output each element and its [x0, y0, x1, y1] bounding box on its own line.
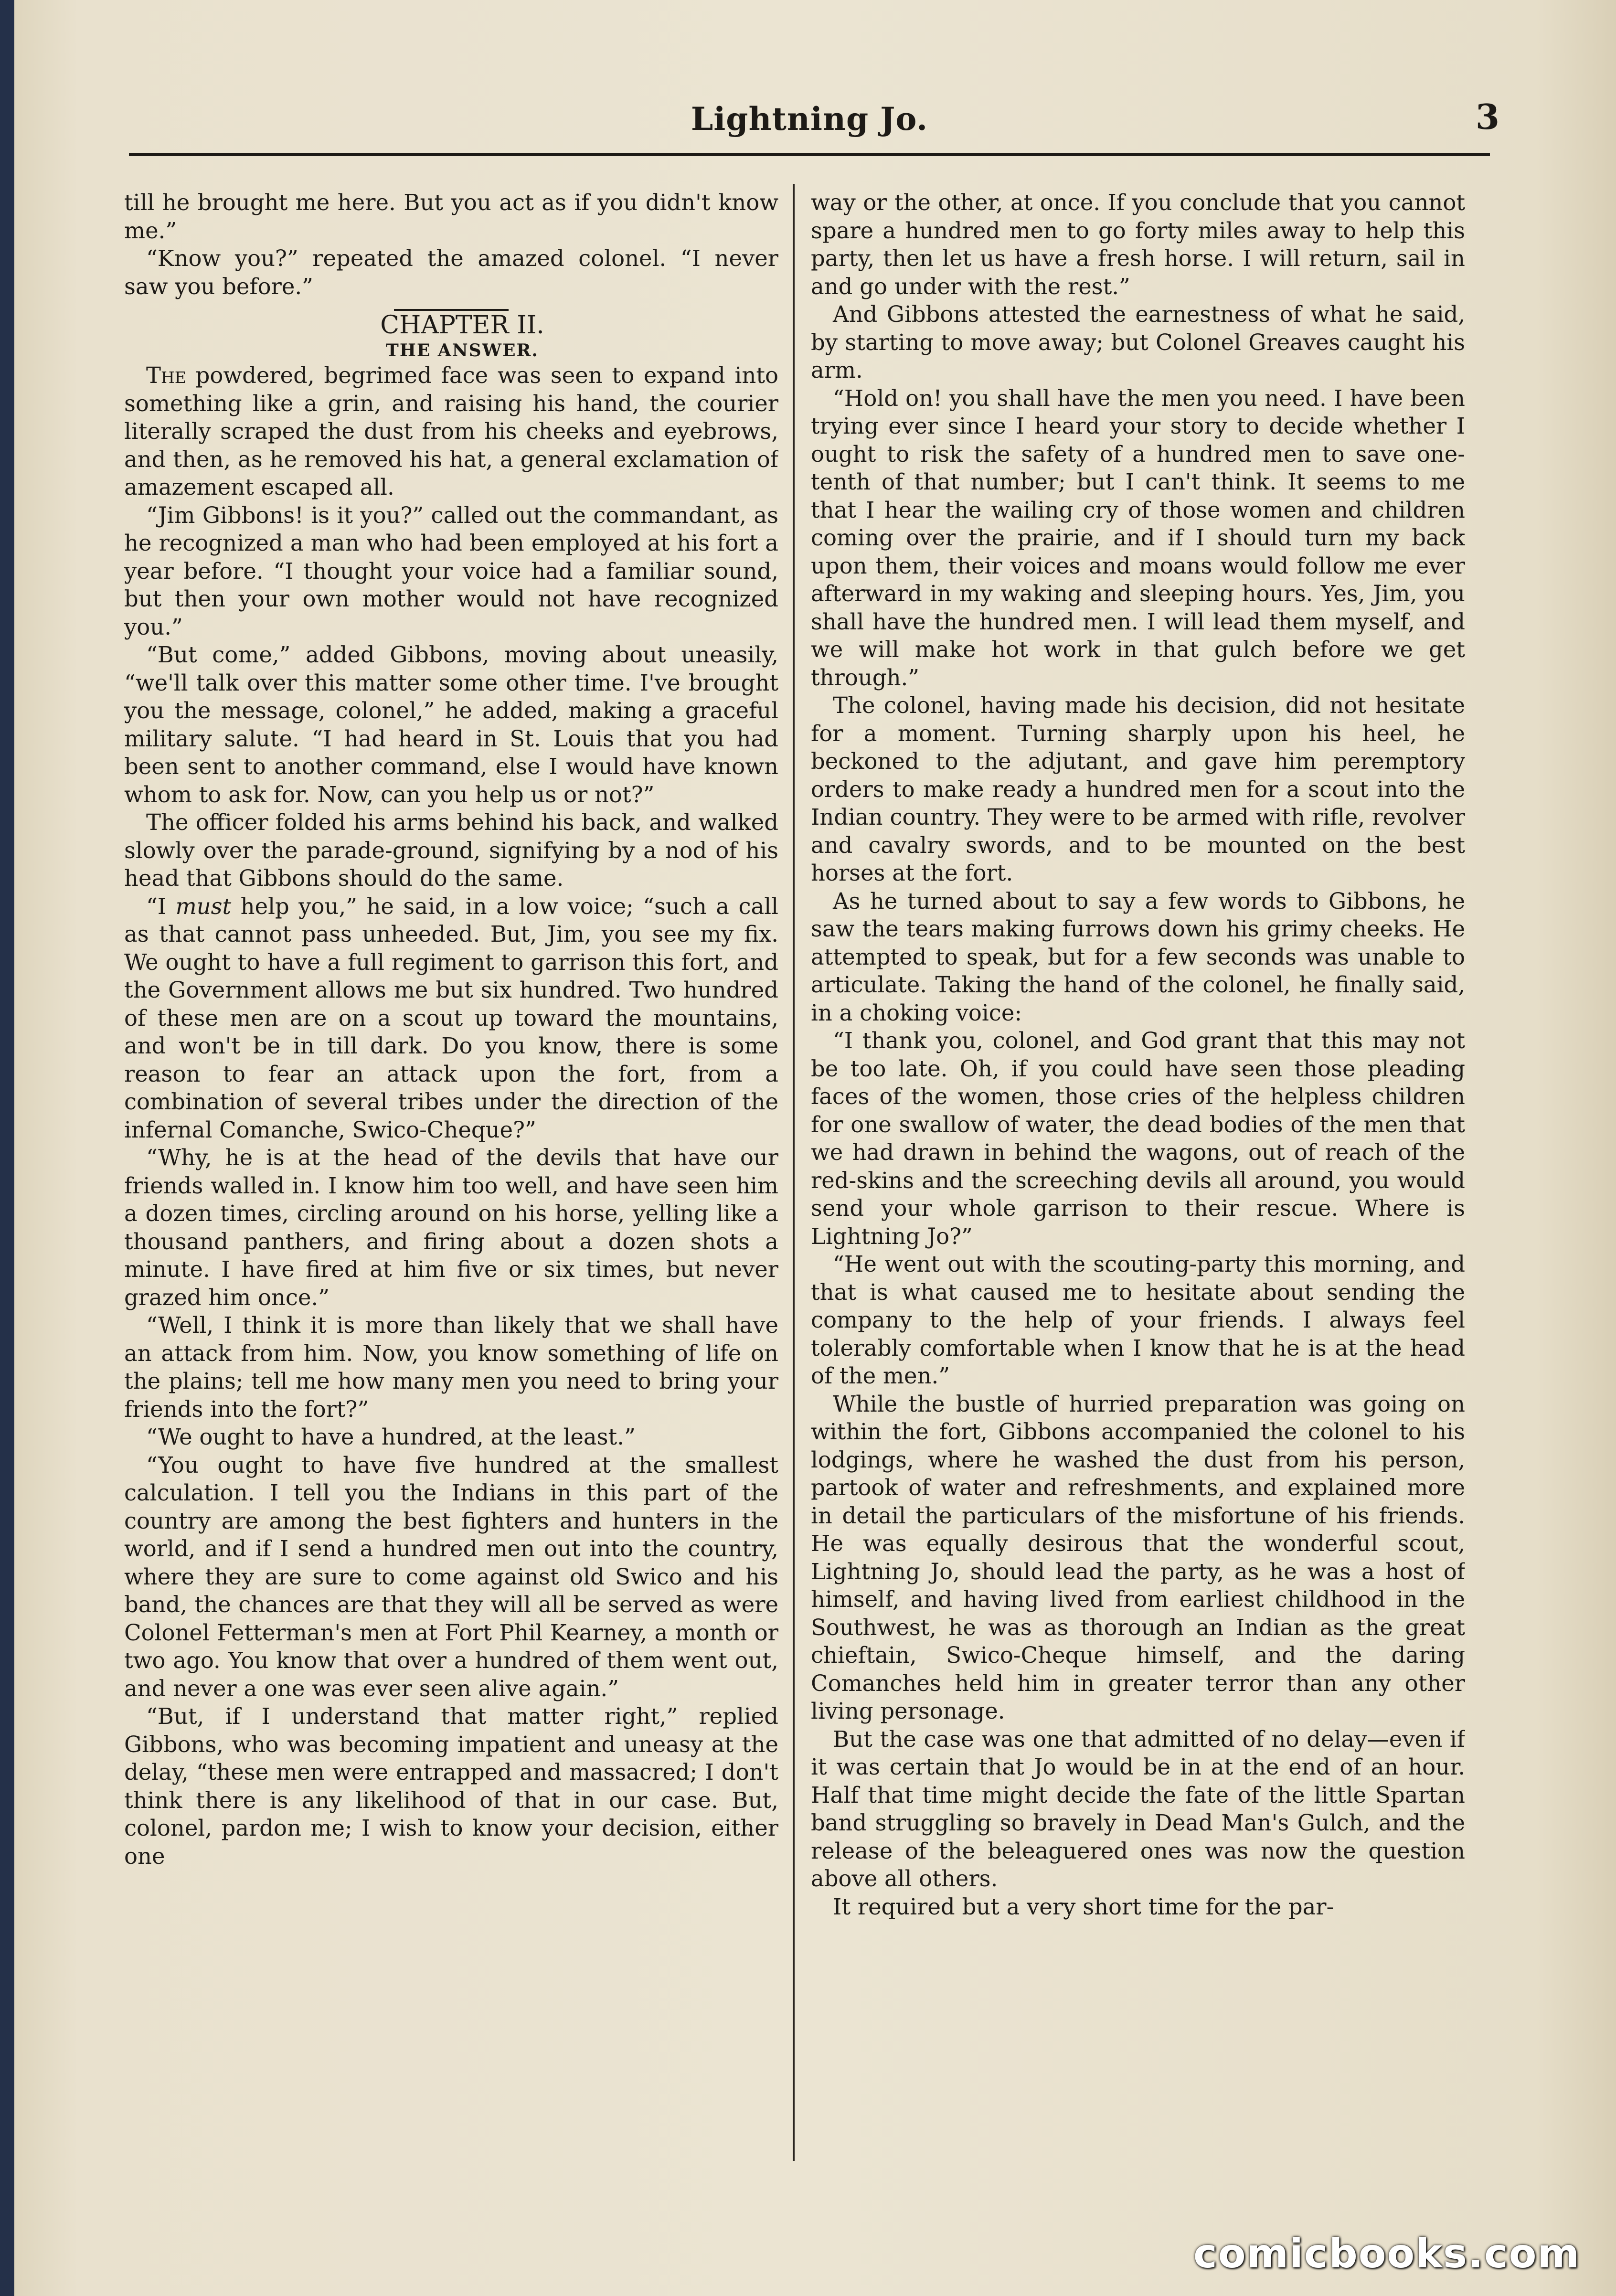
paragraph: But the case was one that admitted of no delay—even if it was certain that Jo would be in at the end of an hour. Half that time might decide the fate of the little Spartan band struggling so bravely in Dead Man's Gulch, and the release of the beleaguered ones was now the question above all others. [811, 1726, 1465, 1892]
paragraph: way or the other, at once. If you conclude that you cannot spare a hundred men to go forty miles away to help this party, then let us have a fresh horse. I will return, sail in and go under with the rest.” [811, 190, 1465, 299]
chapter-subtitle: THE ANSWER. [386, 340, 539, 361]
paragraph: “Hold on! you shall have the men you need. I have been trying ever since I heard your story to decide whether I ought to risk the safety of a hundred men to save one-tenth of that number; but I can't think. It seems to me that I hear the wailing cry of those women and children coming over the prairie, and if I should turn my back upon them, their voices and moans would follow me ever afterward in my waking and sleeping hours. Yes, Jim, you shall have the hundred men. I will lead them myself, and we will make hot work in that gulch before we get through.” [811, 385, 1465, 691]
paragraph: “But come,” added Gibbons, moving about uneasily, “we'll talk over this matter some other time. I've brought you the message, colonel,” he added, making a graceful military salute. “I had heard in St. Louis that you had been sent to another command, else I would have known whom to ask for. Now, can you help us or not?” [124, 642, 778, 808]
paragraph: And Gibbons attested the earnestness of what he said, by starting to move away; but Colonel Greaves caught his arm. [811, 301, 1465, 383]
paragraph: “Jim Gibbons! is it you?” called out the commandant, as he recognized a man who had been employed at his fort a year before. “I thought your voice had a familiar sound, but then your own mother would not have recognized you.” [124, 502, 778, 640]
book-page [14, 0, 1616, 2296]
paragraph: As he turned about to say a few words to Gibbons, he saw the tears making furrows down his grimy cheeks. He attempted to speak, but for a few seconds was unable to articulate. Taking the hand of the colonel, he finally said, in a choking voice: [811, 888, 1465, 1026]
paragraph: While the bustle of hurried preparation was going on within the fort, Gibbons accompanied the colonel to his lodgings, where he washed the dust from his person, partook of water and refreshments, and explained more in detail the particulars of the misfortune of his friends. He was equally desirous that the wonderful scout, Lightning Jo, should lead the party, as he was a host of himself, and having lived from earliest childhood in the Southwest, he was as thorough an Indian as the great chieftain, Swico-Cheque himself, and the daring Comanches held him in greater terror than any other living personage. [811, 1391, 1465, 1724]
right-column [811, 189, 1465, 2156]
paragraph-text: “I [146, 893, 176, 919]
paragraph: “He went out with the scouting-party this morning, and that is what caused me to hesitate about sending the company to the help of your friends. I always feel tolerably comfortable when I know that he is at the head of the men.” [811, 1251, 1465, 1389]
paragraph: “Why, he is at the head of the devils that have our friends walled in. I know him too well, and have seen him a dozen times, circling around on his horse, yelling like a thousand panthers, and firing about a dozen shots a minute. I have fired at him five or six times, but never grazed him once.” [124, 1145, 778, 1310]
paragraph-text: help you,” he said, in a low voice; “such a call as that cannot pass unheeded. But, Jim, you see my fix. We ought to have a full regiment to garrison this fort, and the Government allows me but six hundred. Two hundred of these men are on a scout up toward the mountains, and won't be in till dark. Do you know, there is some reason to fear an attack upon the fort, from a combination of several tribes under the direction of the infernal Comanche, Swico-Cheque?” [124, 893, 778, 1143]
watermark: comicbooks.com [1193, 2230, 1580, 2277]
paragraph: It required but a very short time for the par- [833, 1893, 1334, 1920]
paragraph [124, 361, 778, 501]
paragraph: “Well, I think it is more than likely that we shall have an attack from him. Now, you know something of life on the plains; tell me how many men you need to bring your friends into the fort?” [124, 1312, 778, 1422]
column-divider [793, 184, 795, 2161]
paragraph: “Know you?” repeated the amazed colonel. “I never saw you before.” [124, 245, 778, 299]
paragraph: The colonel, having made his decision, did not hesitate for a moment. Turning sharply upon his heel, he beckoned to the adjutant, and gave him peremptory orders to make ready a hundred men for a scout into the Indian country. They were to be armed with rifle, revolver and cavalry swords, and to be mounted on the best horses at the fort. [811, 692, 1465, 886]
paragraph: The officer folded his arms behind his back, and walked slowly over the parade-ground, signifying by a nod of his head that Gibbons should do the same. [124, 809, 778, 891]
chapter-title: CHAPTER II. [380, 311, 544, 340]
drop-lead-word: The [146, 362, 186, 388]
page-header [129, 72, 1499, 153]
paragraph [124, 893, 778, 1144]
left-column [124, 189, 778, 2156]
running-title: Lightning Jo. [691, 100, 928, 138]
paragraph: “But, if I understand that matter right,” replied Gibbons, who was becoming impatient and uneasy at the delay, “these men were entrapped and massacred; I don't think there is any likelihood of that in our case. But, colonel, pardon me; I wish to know your decision, either one [124, 1703, 778, 1869]
header-rule [129, 153, 1490, 156]
paragraph: “I thank you, colonel, and God grant that this may not be too late. Oh, if you could have seen those pleading faces of the women, those cries of the helpless children for one swallow of water, the dead bodies of the men that we had drawn in behind the wagons, out of reach of the red-skins and the screeching devils all around, you would send your whole garrison to their rescue. Where is Lightning Jo?” [811, 1028, 1465, 1249]
paragraph: “You ought to have five hundred at the smallest calculation. I tell you the Indians in this part of the country are among the best fighters and hunters in the world, and if I send a hundred men out into the country, where they are sure to come against old Swico and his band, the chances are that they will all be served as were Colonel Fetterman's men at Fort Phil Kearney, a month or two ago. You know that over a hundred of them went out, and never a one was ever seen alive again.” [124, 1452, 778, 1701]
paragraph-text: powdered, begrimed face was seen to expand into something like a grin, and raising his hand, the courier literally scraped the dust from his cheeks and eyebrows, and then, as he removed his hat, a general exclamation of amazement escaped all. [124, 362, 778, 500]
paragraph: “We ought to have a hundred, at the least.” [146, 1424, 636, 1450]
page-number: 3 [1475, 96, 1499, 137]
paragraph: till he brought me here. But you act as if you didn't know me.” [124, 190, 778, 244]
emphasis-text: must [175, 893, 232, 919]
